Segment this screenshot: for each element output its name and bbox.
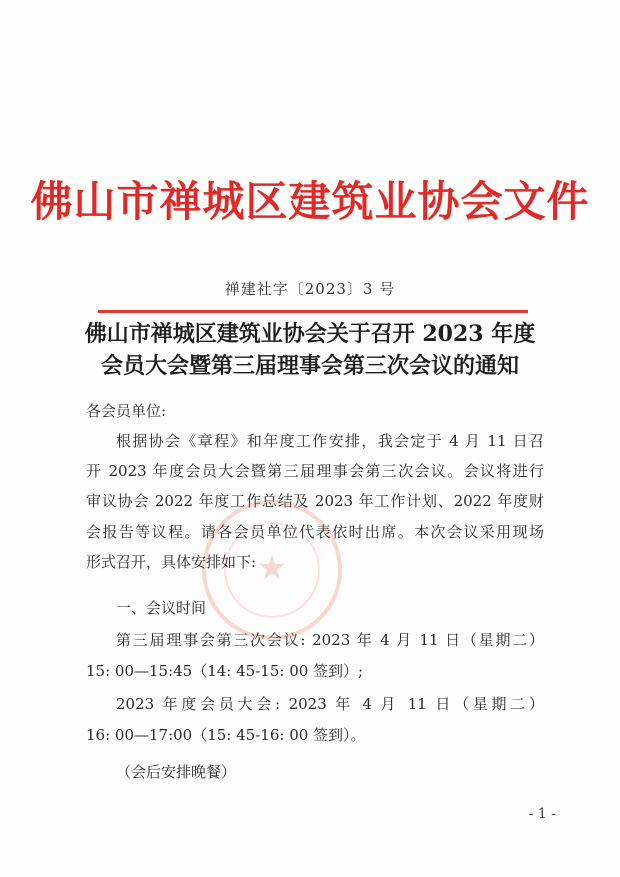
- page-number: - 1 -: [528, 806, 556, 822]
- notice-title: [0, 318, 620, 382]
- red-divider-rule: [98, 310, 528, 313]
- notice-title-line-2: 会员大会暨第三届理事会第三次会议的通知: [100, 353, 519, 379]
- header-title: 佛山市禅城区建筑业协会文件: [30, 177, 590, 226]
- member-assembly-date: 2023 年度会员大会: 2023 年 4 月 11 日（星期二）: [116, 695, 544, 713]
- intro-line-3: 审议协会 2022 年度工作总结及 2023 年工作计划、2022 年度财: [86, 492, 544, 510]
- intro-line-5: 形式召开，具体安排如下:: [86, 553, 257, 571]
- member-assembly-time: 16: 00—17:00（15: 45-16: 00 签到）。: [86, 726, 366, 744]
- intro-line-4: 会报告等议程。请各会员单位代表依时出席。本次会议采用现场: [86, 523, 544, 541]
- council-meeting-time: 15: 00—15:45（14: 45-15: 00 签到）;: [86, 662, 364, 680]
- seal-star-icon: ★: [256, 548, 288, 588]
- section-heading-meeting-time: 一、会议时间: [116, 599, 207, 617]
- document-number: 禅建社字〔2023〕3 号: [224, 280, 396, 298]
- intro-line-2: 开 2023 年度会员大会暨第三届理事会第三次会议。会议将进行: [86, 462, 544, 480]
- salutation: 各会员单位:: [86, 402, 167, 420]
- dinner-note: （会后安排晚餐）: [116, 763, 237, 781]
- council-meeting-date: 第三届理事会第三次会议: 2023 年 4 月 11 日（星期二）: [116, 631, 544, 649]
- notice-title-line-1: 佛山市禅城区建筑业协会关于召开 2023 年度: [84, 321, 536, 347]
- intro-line-1: 根据协会《章程》和年度工作安排，我会定于 4 月 11 日召: [116, 432, 544, 450]
